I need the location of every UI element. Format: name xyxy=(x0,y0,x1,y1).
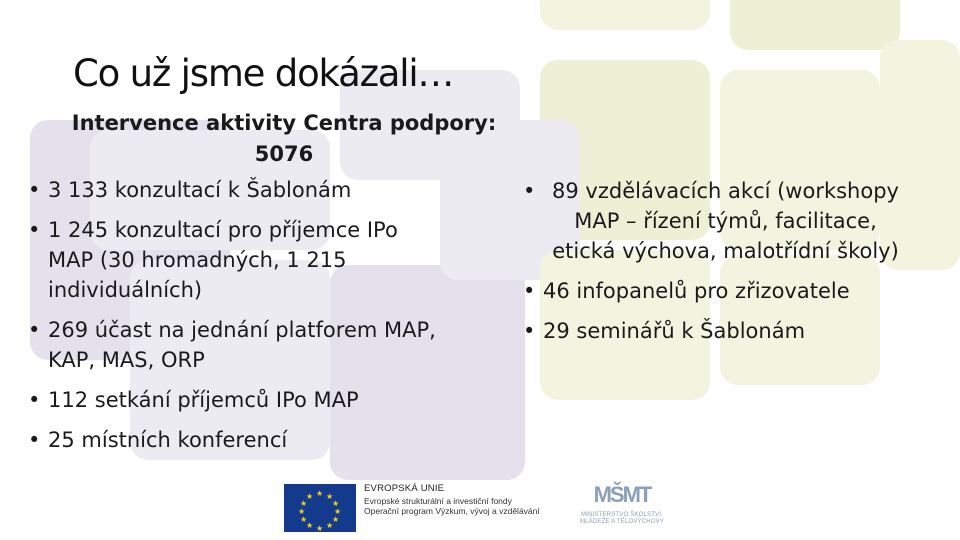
list-item: • 3 133 konzultací k Šablonám xyxy=(28,175,498,205)
list-item: • 25 místních konferencí xyxy=(28,425,498,455)
eu-logo-text xyxy=(364,484,540,517)
msmt-line-1: MINISTERSTVO ŠKOLSTVÍ, xyxy=(580,512,664,518)
eu-flag-icon: ★ ★ ★ ★ ★ ★ ★ ★ ★ ★ ★ ★ xyxy=(284,484,356,532)
list-item: • 1 245 konzultací pro příjemce IPo MAP (30 hromadných, 1 215 individuálních) xyxy=(28,215,498,305)
list-item: • 89 vzdělávacích akcí (workshopy MAP – řízení týmů, facilitace, etická výchova, malotřídní školy) xyxy=(523,176,908,266)
msmt-line-2: MLÁDEŽE A TĚLOVÝCHOVY xyxy=(579,519,665,525)
list-item: • 269 účast na jednání platforem MAP, KAP, MAS, ORP xyxy=(28,315,498,375)
msmt-mark: MŠMT xyxy=(593,482,651,507)
eu-line-3: Operační program Výzkum, vývoj a vzdělávání xyxy=(364,506,540,516)
list-item: • 29 seminářů k Šablonám xyxy=(523,316,908,346)
eu-line-1: EVROPSKÁ UNIE xyxy=(364,483,445,494)
left-bullet-list xyxy=(28,175,498,465)
msmt-logo xyxy=(574,484,670,534)
slide-subtitle: Intervence aktivity Centra podpory: 5076 xyxy=(71,111,497,166)
list-item: • 112 setkání příjemců IPo MAP xyxy=(28,385,498,415)
eu-logo-block xyxy=(284,484,540,532)
eu-line-2: Evropské strukturální a investiční fondy xyxy=(364,495,512,506)
list-item: • 46 infopanelů pro zřizovatele xyxy=(523,276,908,306)
slide-title: Co už jsme dokázali… xyxy=(73,52,454,95)
right-bullet-list xyxy=(523,176,908,356)
